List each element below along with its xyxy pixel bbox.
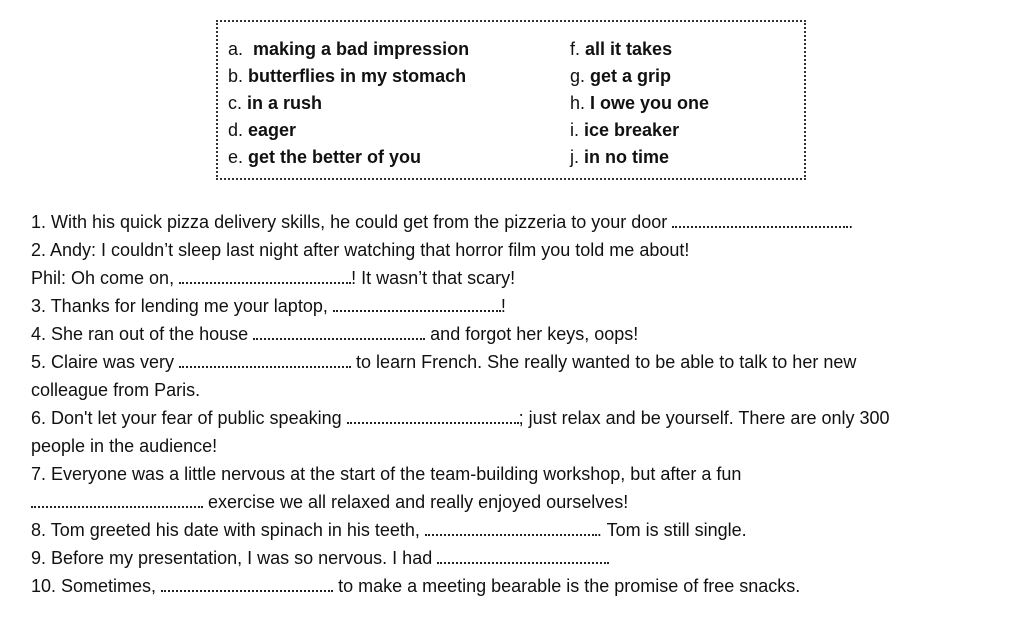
word-bank-item [228, 63, 469, 90]
question-text: 10. Sometimes, [31, 576, 162, 596]
word-text: I owe you one [590, 93, 710, 113]
question-text: colleague from Paris. [31, 380, 201, 400]
word-bank-item [228, 36, 469, 63]
question-line-2b [31, 264, 1001, 292]
word-letter: j. [570, 147, 579, 167]
question-text: 8. Tom greeted his date with spinach in his teeth, [31, 520, 425, 540]
word-bank-item [570, 36, 709, 63]
question-text: 9. Before my presentation, I was so nervous. I had [31, 548, 438, 568]
question-text: 2. Andy: I couldn’t sleep last night after watching that horror film you told me about! [31, 240, 690, 260]
word-letter: e. [228, 147, 244, 167]
word-text: ice breaker [584, 120, 680, 140]
question-text: to make a meeting bearable is the promise of free snacks. [333, 576, 801, 596]
answer-blank[interactable] [179, 268, 351, 284]
question-line-4 [31, 320, 1001, 348]
answer-blank[interactable] [672, 212, 848, 228]
question-line-7 [31, 460, 1001, 488]
answer-blank[interactable] [333, 296, 501, 312]
answer-blank[interactable] [31, 492, 203, 508]
question-line-6b [31, 432, 1001, 460]
question-line-7b [31, 488, 1001, 516]
question-text: and forgot her keys, oops! [425, 324, 639, 344]
question-list [31, 208, 1001, 600]
answer-blank[interactable] [437, 548, 609, 564]
question-line-9 [31, 544, 1001, 572]
question-line-3 [31, 292, 1001, 320]
question-text: 6. Don't let your fear of public speaking [31, 408, 347, 428]
question-text: to learn French. She really wanted to be able to talk to her new [351, 352, 857, 372]
word-bank-item [570, 90, 709, 117]
question-line-1 [31, 208, 1001, 236]
answer-blank[interactable] [347, 408, 519, 424]
question-text: 5. Claire was very [31, 352, 180, 372]
word-text: eager [248, 120, 297, 140]
word-bank-item [570, 117, 709, 144]
question-text: . [848, 212, 854, 232]
word-letter: h. [570, 93, 586, 113]
question-text: ; just relax and be yourself. There are only 300 [518, 408, 890, 428]
answer-blank[interactable] [179, 352, 351, 368]
question-line-10 [31, 572, 1001, 600]
question-text: exercise we all relaxed and really enjoyed ourselves! [203, 492, 629, 512]
word-text: get a grip [590, 66, 672, 86]
answer-blank[interactable] [425, 520, 597, 536]
question-text: people in the audience! [31, 436, 218, 456]
word-bank-box [216, 20, 806, 180]
word-bank-column-right [570, 36, 709, 171]
word-bank-item [228, 144, 469, 171]
question-line-5b [31, 376, 1001, 404]
word-text: in no time [584, 147, 670, 167]
word-bank-item [228, 90, 469, 117]
question-line-6 [31, 404, 1001, 432]
question-text: 4. She ran out of the house [31, 324, 254, 344]
word-bank-item [228, 117, 469, 144]
word-text: making a bad impression [253, 39, 470, 59]
word-bank-item [570, 144, 709, 171]
word-letter: c. [228, 93, 243, 113]
question-text: . Tom is still single. [596, 520, 747, 540]
question-text: ! It wasn’t that scary! [351, 268, 516, 288]
answer-blank[interactable] [253, 324, 425, 340]
word-letter: d. [228, 120, 244, 140]
question-text: 7. Everyone was a little nervous at the start of the team-building workshop, but after a fun [31, 464, 742, 484]
word-letter: g. [570, 66, 586, 86]
word-letter: f. [570, 39, 581, 59]
word-text: butterflies in my stomach [248, 66, 467, 86]
question-text: 3. Thanks for lending me your laptop, [31, 296, 333, 316]
word-bank-item [570, 63, 709, 90]
answer-blank[interactable] [161, 576, 333, 592]
word-text: in a rush [247, 93, 323, 113]
question-line-2 [31, 236, 1001, 264]
question-line-5 [31, 348, 1001, 376]
word-letter: a. [228, 39, 244, 59]
word-letter: i. [570, 120, 579, 140]
question-text: 1. With his quick pizza delivery skills, he could get from the pizzeria to your door [31, 212, 673, 232]
question-text: ! [500, 296, 506, 316]
question-line-8 [31, 516, 1001, 544]
word-text: get the better of you [248, 147, 422, 167]
question-text: Phil: Oh come on, [31, 268, 180, 288]
word-text: all it takes [585, 39, 673, 59]
word-bank-column-left [228, 36, 469, 171]
word-letter: b. [228, 66, 244, 86]
